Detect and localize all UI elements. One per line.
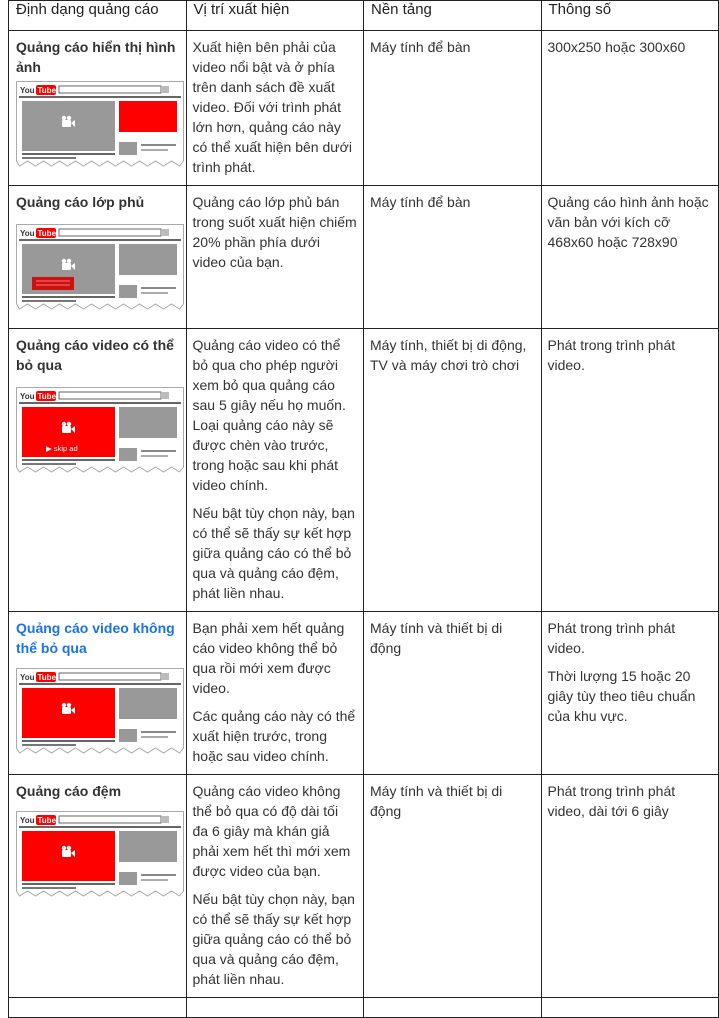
position-text: Quảng cáo video có thể bỏ qua cho phép người xem bỏ qua quảng cáo sau 5 giây nếu họ muốn. Loại quảng cáo này sẽ được chèn vào trước, trong hoặc sau khi phát video chính.: [192, 337, 346, 493]
header-position: Vị trí xuất hiện: [186, 1, 364, 31]
recommendation-thumb: [119, 448, 137, 461]
recommendation-thumb: [119, 729, 137, 742]
search-icon: [161, 673, 169, 680]
youtube-logo-text: Tube: [37, 392, 57, 401]
search-bar: [59, 816, 161, 823]
youtube-logo-text: You: [20, 229, 35, 238]
header-specs: Thông số: [541, 1, 719, 31]
ad-formats-table: [8, 0, 719, 1018]
youtube-mockup: [16, 668, 184, 754]
table-row: [9, 329, 719, 612]
platform-text: Máy tính để bàn: [364, 186, 542, 329]
thumbnail-bumper-ad: [16, 811, 184, 897]
search-bar: [59, 673, 161, 680]
sidebar-video: [119, 831, 177, 862]
platform-text: Máy tính để bàn: [364, 31, 542, 186]
search-bar: [59, 392, 161, 399]
table-row: [9, 775, 719, 998]
position-text: Xuất hiện bên phải của video nổi bật và ở phía trên danh sách đề xuất video. Đối với trình phát lớn hơn, quảng cáo này có thể xuất hiện bên dưới trình phát.: [192, 39, 352, 175]
format-name: Quảng cáo đệm: [16, 783, 122, 799]
thumbnail-non-skippable-ad: [16, 668, 184, 754]
search-icon: [161, 86, 169, 93]
format-name: Quảng cáo video có thể bỏ qua: [16, 337, 174, 373]
table-row: [9, 31, 719, 186]
thumbnail-display-ad: [16, 81, 184, 167]
thumbnail-skippable-ad: [16, 387, 184, 473]
recommendation-thumb: [119, 285, 137, 298]
specs-text: Phát trong trình phát video, dài tới 6 giây: [547, 783, 676, 819]
youtube-logo-text: Tube: [37, 816, 57, 825]
youtube-logo-text: You: [20, 673, 35, 682]
platform-text: Máy tính, thiết bị di động, TV và máy chơi trò chơi: [364, 329, 542, 612]
header-format: Định dạng quảng cáo: [9, 1, 187, 31]
youtube-logo-text: You: [20, 86, 35, 95]
recommendation-thumb: [119, 872, 137, 885]
overlay-ad-banner: [32, 277, 74, 290]
position-text: Nếu bật tùy chọn này, bạn có thể sẽ thấy sự kết hợp giữa quảng cáo có thể bỏ qua và quảng cáo đệm, phát liền nhau.: [192, 891, 355, 987]
position-text: Quảng cáo lớp phủ bán trong suốt xuất hiện chiếm 20% phần phía dưới video của bạn.: [192, 194, 357, 270]
youtube-mockup: [16, 81, 184, 167]
specs-text: Phát trong trình phát video.: [547, 337, 676, 373]
platform-text: Máy tính và thiết bị di động: [364, 612, 542, 775]
table-row: [9, 186, 719, 329]
sidebar-video: [119, 244, 177, 275]
search-icon: [161, 392, 169, 399]
position-text: Các quảng cáo này có thể xuất hiện trước, trong hoặc sau video chính.: [192, 708, 356, 764]
table-row-partial: [9, 998, 719, 1018]
thumbnail-overlay-ad: [16, 224, 184, 310]
header-platform: Nền tảng: [364, 1, 542, 31]
format-name: Quảng cáo hiển thị hình ảnh: [16, 39, 176, 75]
youtube-logo-text: You: [20, 392, 35, 401]
search-icon: [161, 816, 169, 823]
specs-text: Thời lượng 15 hoặc 20 giây tùy theo tiêu chuẩn của khu vực.: [547, 668, 696, 724]
specs-text: 300x250 hoặc 300x60: [547, 39, 686, 55]
position-text: Nếu bật tùy chọn này, bạn có thể sẽ thấy sự kết hợp giữa quảng cáo có thể bỏ qua và quảng cáo đệm, phát liền nhau.: [192, 505, 355, 601]
table-row: [9, 612, 719, 775]
position-text: Quảng cáo video không thể bỏ qua có độ dài tối đa 6 giây mà khán giả phải xem hết thì mới xem được video của bạn.: [192, 783, 351, 879]
search-icon: [161, 229, 169, 236]
format-name-link[interactable]: Quảng cáo video không thể bỏ qua: [16, 620, 175, 656]
search-bar: [59, 229, 161, 236]
specs-text: Phát trong trình phát video.: [547, 620, 676, 656]
youtube-logo-text: You: [20, 816, 35, 825]
position-text: Bạn phải xem hết quảng cáo video không thể bỏ qua rồi mới xem được video.: [192, 620, 345, 696]
header-row: [9, 1, 719, 31]
youtube-mockup: [16, 811, 184, 897]
youtube-logo-text: Tube: [37, 673, 57, 682]
platform-text: Máy tính và thiết bị di động: [364, 775, 542, 998]
search-bar: [59, 86, 161, 93]
display-ad-box: [119, 101, 177, 132]
skip-ad-label: ▶ skip ad: [46, 444, 78, 453]
recommendation-thumb: [119, 142, 137, 155]
sidebar-video: [119, 407, 177, 438]
youtube-logo-text: Tube: [37, 229, 57, 238]
specs-text: Quảng cáo hình ảnh hoặc văn bản với kích cỡ 468x60 hoặc 728x90: [547, 194, 709, 250]
youtube-mockup: [16, 224, 184, 310]
format-name: Quảng cáo lớp phủ: [16, 194, 145, 210]
youtube-mockup: [16, 387, 184, 473]
sidebar-video: [119, 688, 177, 719]
youtube-logo-text: Tube: [37, 86, 57, 95]
